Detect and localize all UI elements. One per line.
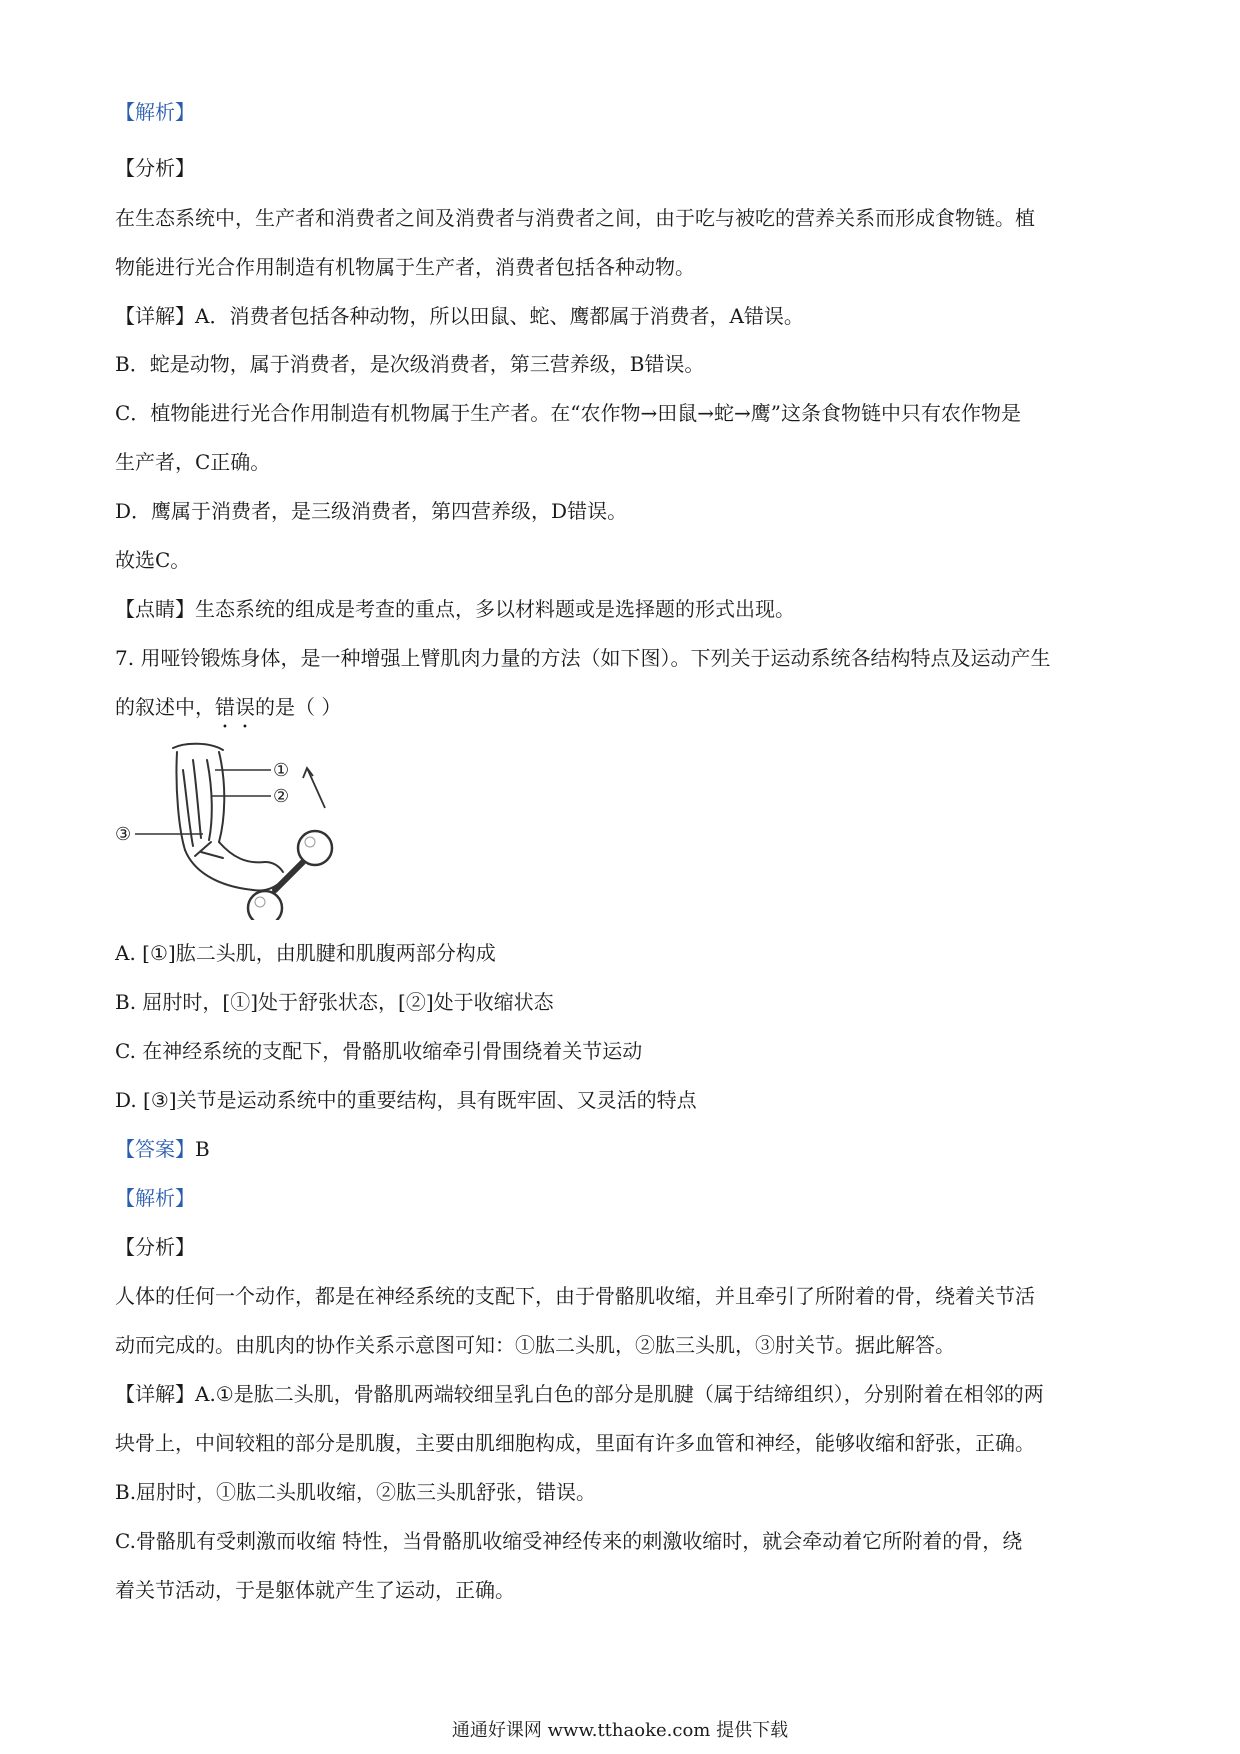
text-line bbox=[115, 349, 1135, 379]
section-label: 【分析】 bbox=[115, 156, 195, 180]
text-line bbox=[115, 1477, 1135, 1507]
section-label: 【解析】 bbox=[115, 1186, 195, 1210]
line-text: B bbox=[195, 1137, 210, 1161]
text-line bbox=[115, 1575, 1135, 1605]
line-text: 块骨上，中间较粗的部分是肌腹，主要由肌细胞构成，里面有许多血管和神经，能够收缩和舒张，正确。 bbox=[115, 1431, 1035, 1455]
text-line bbox=[115, 496, 1135, 526]
text-line bbox=[115, 1379, 1135, 1409]
line-text: 在生态系统中，生产者和消费者之间及消费者与消费者之间，由于吃与被吃的营养关系而形成食物链。植 bbox=[115, 206, 1035, 230]
figure-label-3: ③ bbox=[115, 824, 132, 845]
arm-shoulder-outline bbox=[173, 744, 223, 750]
arm-front-outline bbox=[219, 752, 224, 842]
line-text: B．蛇是动物，属于消费者，是次级消费者，第三营养级，B错误。 bbox=[115, 352, 705, 376]
muscle-line-2 bbox=[207, 760, 212, 840]
text-line bbox=[115, 938, 1135, 968]
line-text: 故选C。 bbox=[115, 548, 191, 572]
section-label: 【解析】 bbox=[115, 100, 195, 124]
line-text: C.骨骼肌有受刺激而收缩 特性，当骨骼肌收缩受神经传来的刺激收缩时，就会牵动着它所附着的骨，绕 bbox=[115, 1529, 1023, 1553]
text-line bbox=[115, 987, 1135, 1017]
text-line bbox=[115, 545, 1135, 575]
line-text: A. [①]肱二头肌，由肌腱和肌腹两部分构成 bbox=[115, 941, 496, 965]
line-text: 动而完成的。由肌肉的协作关系示意图可知：①肱二头肌，②肱三头肌，③肘关节。据此解答。 bbox=[115, 1333, 955, 1357]
text-line bbox=[115, 447, 1135, 477]
text-line bbox=[115, 97, 1135, 127]
q7-text-before: 的叙述中， bbox=[115, 695, 215, 719]
section-label: 【答案】 bbox=[115, 1137, 195, 1161]
section-label: 【详解】 bbox=[115, 304, 195, 328]
text-line bbox=[115, 1134, 1135, 1164]
q7-emphasis-2: 误 bbox=[235, 695, 255, 719]
figure-label-1: ① bbox=[273, 760, 290, 781]
arm-dumbbell-figure bbox=[115, 730, 375, 920]
movement-arrow bbox=[307, 768, 325, 808]
text-line bbox=[115, 1232, 1135, 1262]
section-label: 【点睛】 bbox=[115, 597, 195, 621]
text-line bbox=[115, 1183, 1135, 1213]
section-label: 【分析】 bbox=[115, 1235, 195, 1259]
line-text: 生产者，C正确。 bbox=[115, 450, 271, 474]
text-line bbox=[115, 1085, 1135, 1115]
figure-label-2: ② bbox=[273, 786, 290, 807]
text-line bbox=[115, 203, 1135, 233]
line-text: A.①是肱二头肌，骨骼肌两端较细呈乳白色的部分是肌腱（属于结缔组织），分别附着在相邻的两 bbox=[195, 1382, 1044, 1406]
page-footer: 通通好课网 www.tthaoke.com 提供下载 bbox=[451, 1720, 789, 1741]
q7-text-after: 的是（ ） bbox=[255, 695, 342, 719]
line-text: 生态系统的组成是考查的重点，多以材料题或是选择题的形式出现。 bbox=[195, 597, 795, 621]
text-line bbox=[115, 1281, 1135, 1311]
text-line bbox=[115, 252, 1135, 282]
line-text: 7. 用哑铃锻炼身体，是一种增强上臂肌肉力量的方法（如下图）。下列关于运动系统各结构特点及运动产生 bbox=[115, 646, 1051, 670]
line-text: D. [③]关节是运动系统中的重要结构，具有既牢固、又灵活的特点 bbox=[115, 1088, 697, 1112]
line-text: 人体的任何一个动作，都是在神经系统的支配下，由于骨骼肌收缩，并且牵引了所附着的骨，绕着关节活 bbox=[115, 1284, 1035, 1308]
line-text: D．鹰属于消费者，是三级消费者，第四营养级，D错误。 bbox=[115, 499, 628, 523]
text-line bbox=[115, 1526, 1135, 1556]
line-text: C．植物能进行光合作用制造有机物属于生产者。在“农作物→田鼠→蛇→鹰”这条食物链中只有农作物是 bbox=[115, 401, 1022, 425]
muscle-line bbox=[193, 760, 201, 838]
text-line bbox=[115, 1330, 1135, 1360]
text-line bbox=[115, 594, 1135, 624]
text-line bbox=[115, 643, 1135, 673]
line-text: 物能进行光合作用制造有机物属于生产者，消费者包括各种动物。 bbox=[115, 255, 695, 279]
hand-top bbox=[265, 862, 283, 872]
dumbbell-weight-bottom bbox=[248, 891, 282, 920]
arm-back-outline bbox=[176, 752, 185, 850]
text-line bbox=[115, 1428, 1135, 1458]
dumbbell-weight-top bbox=[298, 831, 332, 865]
section-label: 【详解】 bbox=[115, 1382, 195, 1406]
line-text: B.屈肘时，①肱二头肌收缩，②肱三头肌舒张，错误。 bbox=[115, 1480, 597, 1504]
line-text: 着关节活动，于是躯体就产生了运动，正确。 bbox=[115, 1578, 515, 1602]
text-line bbox=[115, 301, 1135, 331]
question-7-line-2 bbox=[115, 692, 1135, 722]
text-line bbox=[115, 398, 1135, 428]
line-text: C. 在神经系统的支配下，骨骼肌收缩牵引骨围绕着关节运动 bbox=[115, 1039, 643, 1063]
text-line bbox=[115, 153, 1135, 183]
line-text: A．消费者包括各种动物，所以田鼠、蛇、鹰都属于消费者，A错误。 bbox=[195, 304, 804, 328]
forearm-top bbox=[219, 842, 265, 862]
q7-emphasis-1: 错 bbox=[215, 695, 235, 719]
elbow-crease bbox=[201, 852, 223, 858]
line-text: B. 屈肘时，[①]处于舒张状态，[②]处于收缩状态 bbox=[115, 990, 554, 1014]
text-line bbox=[115, 1036, 1135, 1066]
